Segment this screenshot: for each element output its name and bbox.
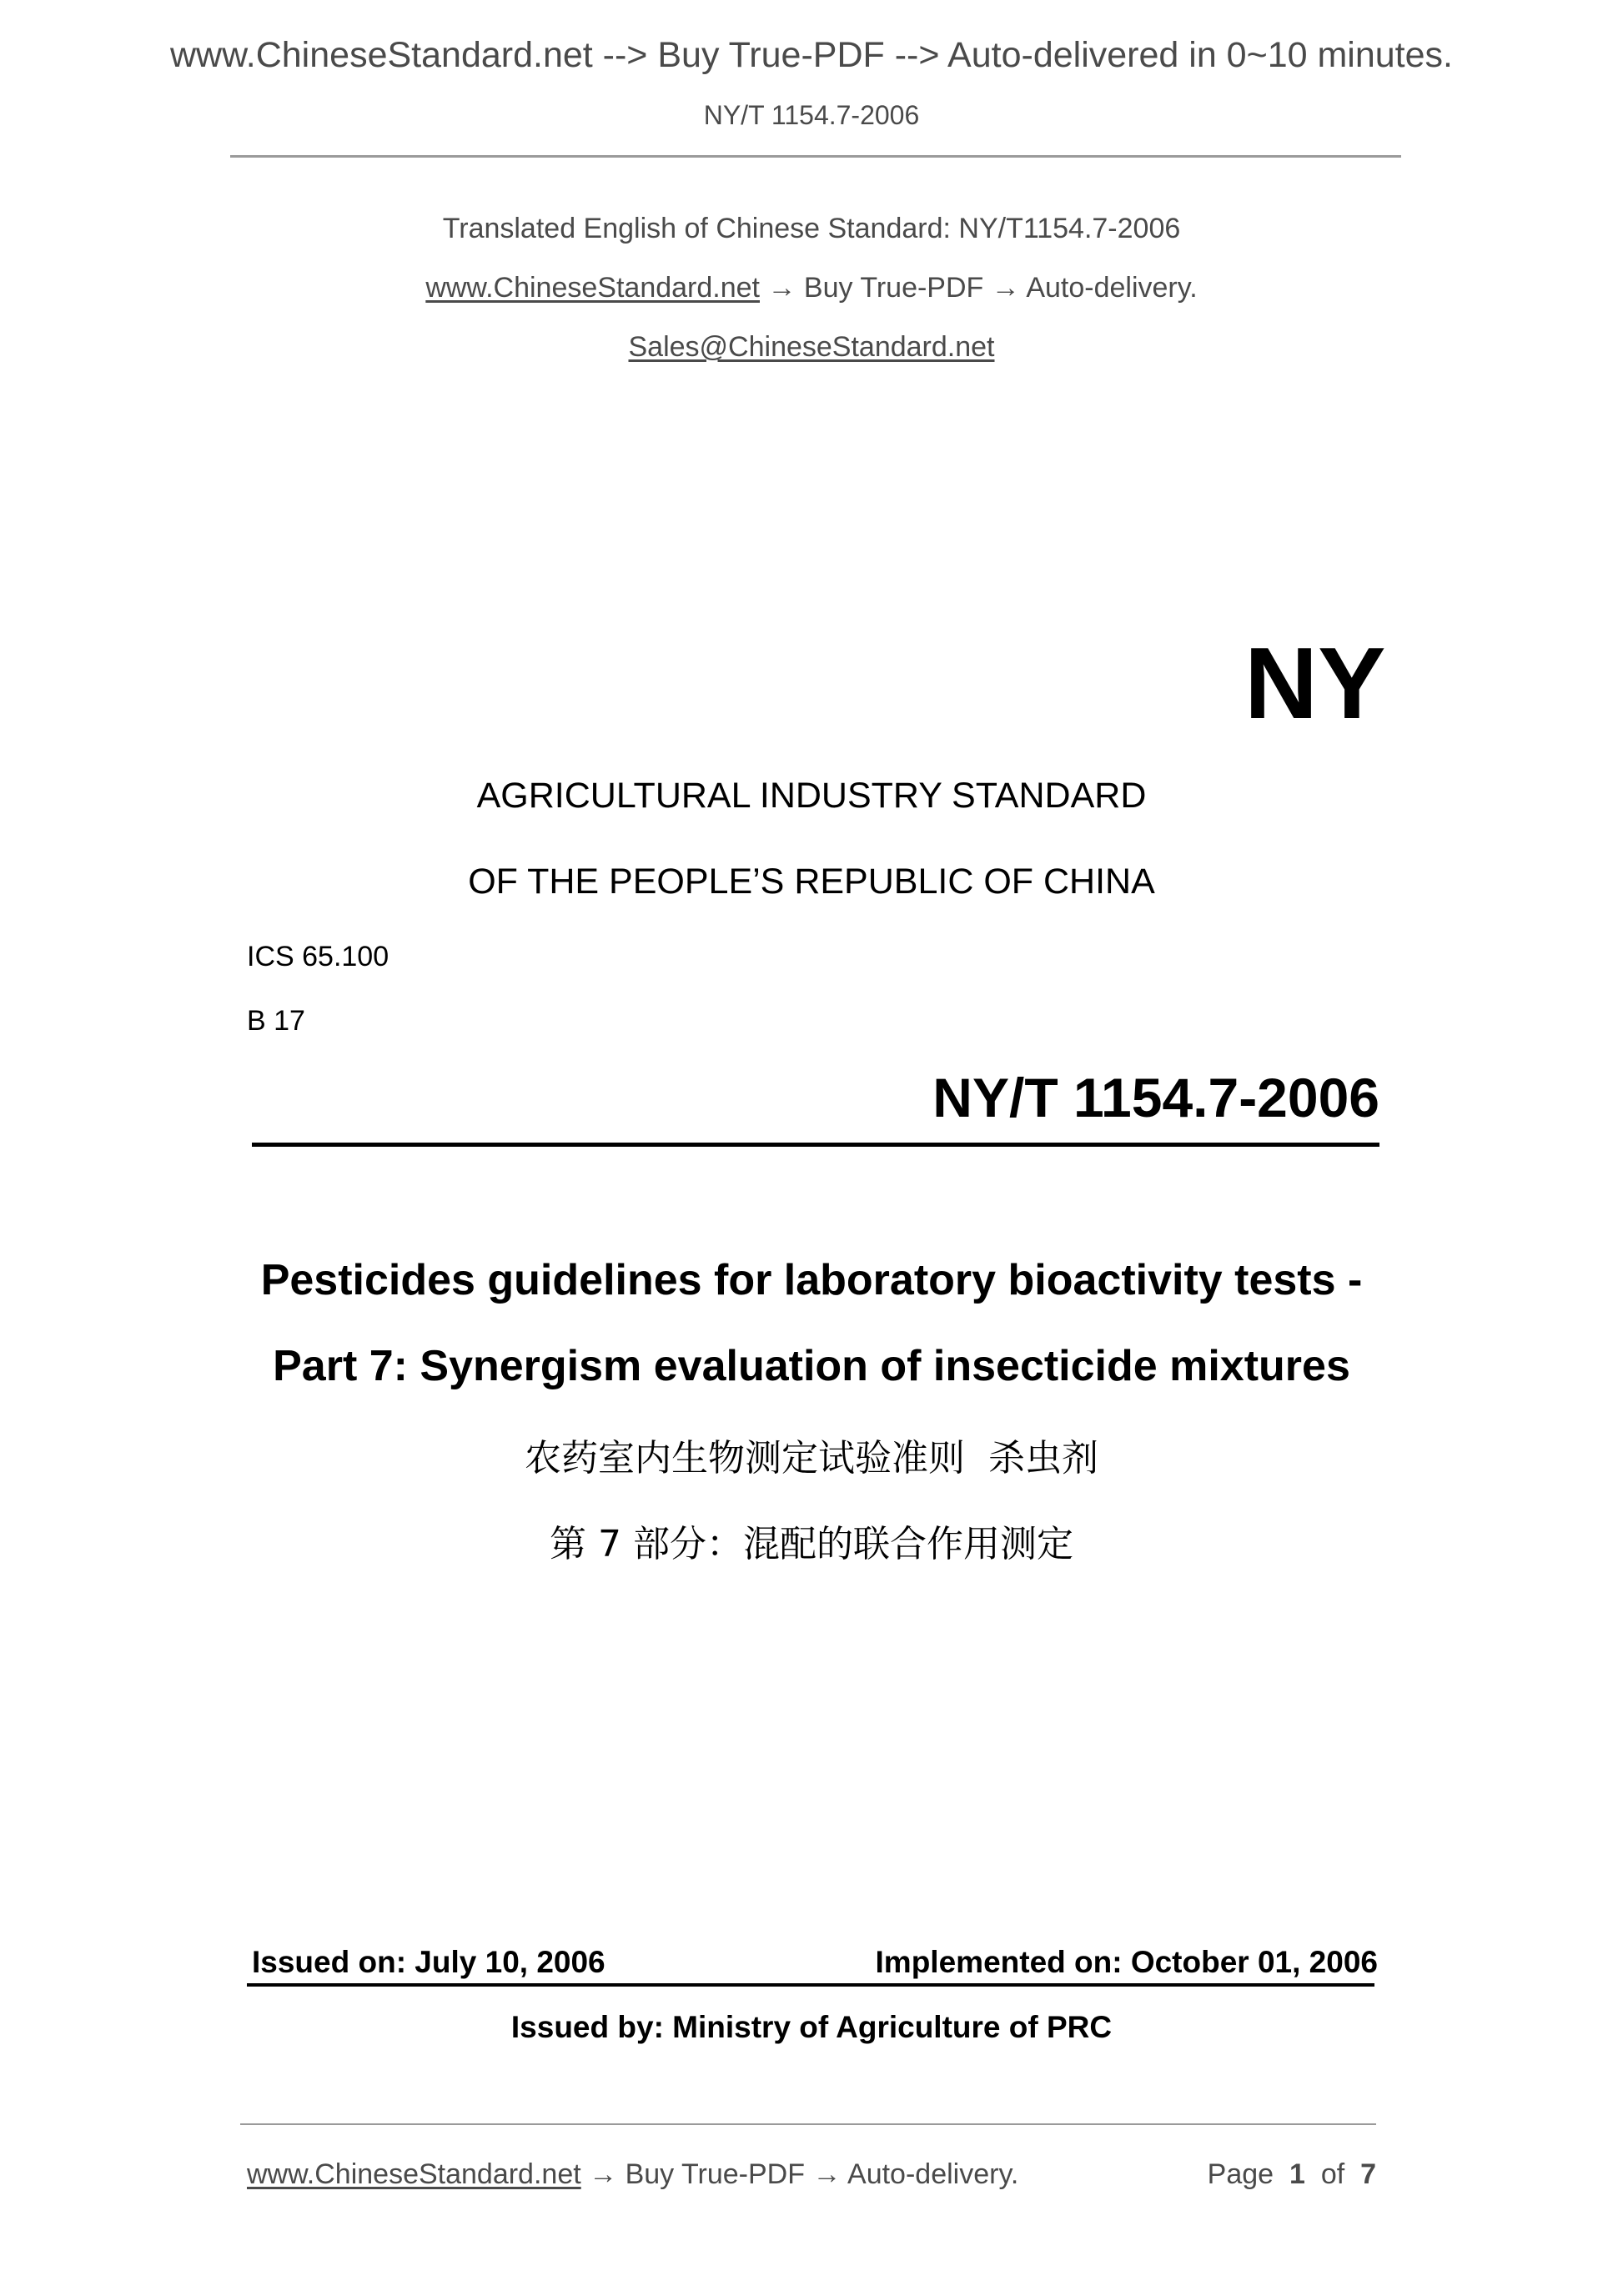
implemented-on: Implemented on: October 01, 2006 <box>875 1945 1378 1979</box>
issued-by: Issued by: Ministry of Agriculture of PRC <box>510 2010 1113 2044</box>
page-of: of <box>1320 2158 1345 2190</box>
arrow-right-icon: → <box>812 2158 842 2190</box>
header-divider <box>230 155 1401 158</box>
title-en-line-2: Part 7: Synergism evaluation of insecticide mixtures <box>273 1342 1350 1390</box>
footer-links <box>247 2158 1018 2191</box>
header-doc-code: NY/T 1154.7-2006 <box>703 100 920 130</box>
page-total: 7 <box>1360 2158 1376 2190</box>
ics-code: ICS 65.100 <box>247 941 389 972</box>
site-link[interactable]: www.ChineseStandard.net <box>425 272 760 304</box>
standard-divider <box>252 1143 1379 1147</box>
issued-on: Issued on: July 10, 2006 <box>252 1945 605 1979</box>
ny-logo: NY <box>1244 626 1386 740</box>
buy-text: Buy True-PDF <box>803 272 984 304</box>
translated-line: Translated English of Chinese Standard: NY/T1154.7-2006 <box>442 213 1181 244</box>
footer-divider <box>240 2123 1376 2125</box>
page-indicator <box>1208 2158 1376 2191</box>
header-banner: www.ChineseStandard.net --> Buy True-PDF --> Auto-delivered in 0~10 minutes. <box>169 35 1453 75</box>
arrow-right-icon: → <box>767 272 796 304</box>
email-line <box>0 331 1623 364</box>
ccs-code: B 17 <box>247 1005 305 1037</box>
title-zh-line-1: 农药室内生物测定试验准则 杀虫剂 <box>525 1437 1098 1480</box>
page-label: Page <box>1207 2158 1274 2190</box>
org-line-2: OF THE PEOPLE’S REPUBLIC OF CHINA <box>468 862 1155 902</box>
footer-buy-text: Buy True-PDF <box>625 2158 805 2190</box>
auto-delivery-text: Auto-delivery. <box>1026 272 1198 304</box>
intro-links-line <box>0 272 1623 304</box>
org-line-1: AGRICULTURAL INDUSTRY STANDARD <box>476 776 1147 816</box>
email-link[interactable]: Sales@ChineseStandard.net <box>628 331 995 363</box>
arrow-right-icon: → <box>991 272 1020 304</box>
footer-site-link[interactable]: www.ChineseStandard.net <box>247 2158 581 2190</box>
page-current: 1 <box>1289 2158 1305 2190</box>
footer-auto-text: Auto-delivery. <box>847 2158 1019 2190</box>
arrow-right-icon: → <box>589 2158 618 2190</box>
issue-divider <box>247 1983 1374 1987</box>
standard-number: NY/T 1154.7-2006 <box>932 1067 1379 1128</box>
title-zh-line-2: 第 7 部分：混配的联合作用测定 <box>550 1523 1073 1565</box>
title-en-line-1: Pesticides guidelines for laboratory bioactivity tests - <box>260 1256 1363 1304</box>
